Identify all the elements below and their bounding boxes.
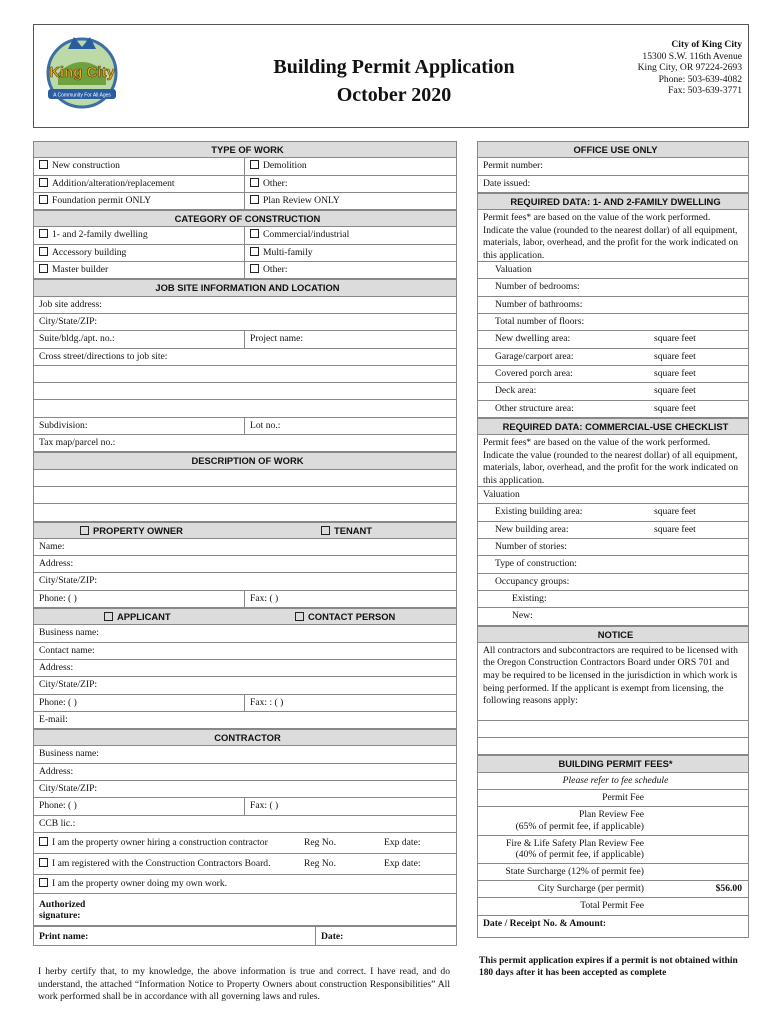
category-heading: CATEGORY OF CONSTRUCTION	[33, 210, 457, 227]
checkbox-foundation[interactable]	[39, 195, 48, 204]
type-of-work-heading: TYPE OF WORK	[33, 141, 457, 158]
category-row-1	[33, 227, 457, 244]
page-title	[234, 53, 554, 109]
notice-text: All contractors and subcontractors are required to be licensed with the Oregon Construction Contractors Board under ORS 701 and may be required to be licensed in the jurisdiction in which work is being performed. If the applicant is exempt from licensing, the following reasons apply:	[477, 643, 749, 721]
notice-line-1[interactable]	[477, 721, 749, 738]
city-name: City of King City	[671, 39, 742, 50]
floors-field[interactable]: Total number of floors:	[477, 314, 749, 331]
label-foundation: Foundation permit ONLY	[52, 194, 152, 206]
owner-phone-field[interactable]: Phone: ( )	[34, 591, 245, 607]
checkbox-commercial[interactable]	[250, 229, 259, 238]
existing-area-unit: square feet	[654, 506, 696, 518]
subdivision-field[interactable]: Subdivision:	[34, 418, 245, 434]
dwelling-instructions: Permit fees* are based on the value of the work performed. Indicate the value (rounded to the nearest dollar) of all equipment, materials, labor, overhead, and the profit for the work indicated on this application.	[477, 210, 749, 262]
permit-number-field[interactable]: Permit number:	[477, 158, 749, 175]
checkbox-accessory[interactable]	[39, 247, 48, 256]
porch-row[interactable]	[477, 366, 749, 383]
cross-street-line-2[interactable]	[33, 366, 457, 383]
checkbox-own-work[interactable]	[39, 878, 48, 887]
porch-label: Covered porch area:	[495, 367, 573, 379]
label-own-work: I am the property owner doing my own work.	[52, 877, 228, 889]
checkbox-demolition[interactable]	[250, 160, 259, 169]
cross-street-field[interactable]: Cross street/directions to job site:	[33, 349, 457, 366]
applicant-city-field[interactable]: City/State/ZIP:	[33, 677, 457, 694]
contractor-phone-field[interactable]: Phone: ( )	[34, 798, 245, 814]
header	[33, 24, 749, 128]
occupancy-new-field[interactable]: New:	[477, 608, 749, 625]
job-site-city-field[interactable]: City/State/ZIP:	[33, 314, 457, 331]
expiration-notice: This permit application expires if a permit is not obtained within 180 days after it has been accepted as complete	[479, 956, 738, 978]
checkbox-new-construction[interactable]	[39, 160, 48, 169]
other-structure-label: Other structure area:	[495, 402, 574, 414]
state-surcharge-row[interactable]: State Surcharge (12% of permit fee)	[477, 864, 749, 881]
print-name-field[interactable]: Print name:	[34, 927, 316, 945]
checkbox-plan-review[interactable]	[250, 195, 259, 204]
deck-label: Deck area:	[495, 385, 537, 397]
plan-review-fee-label: Plan Review Fee	[578, 809, 644, 821]
job-site-address-field[interactable]: Job site address:	[33, 297, 457, 314]
label-addition: Addition/alteration/replacement	[52, 177, 175, 189]
dwelling-heading: REQUIRED DATA: 1- AND 2-FAMILY DWELLING	[477, 193, 749, 210]
job-site-suite-row	[33, 331, 457, 348]
fees-heading: BUILDING PERMIT FEES*	[477, 755, 749, 772]
ccb-lic-field[interactable]: CCB lic.:	[33, 816, 457, 833]
city-phone: Phone: 503-639-4082	[658, 73, 742, 85]
description-line-2[interactable]	[33, 487, 457, 504]
checkbox-property-owner[interactable]	[80, 526, 89, 535]
stories-field[interactable]: Number of stories:	[477, 539, 749, 556]
type-row-1	[33, 158, 457, 175]
construction-type-field[interactable]: Type of construction:	[477, 556, 749, 573]
checkbox-one-two-family[interactable]	[39, 229, 48, 238]
category-row-2	[33, 245, 457, 262]
applicant-contact-field[interactable]: Contact name:	[33, 643, 457, 660]
garage-unit: square feet	[654, 350, 696, 362]
certification-text: I herby certify that, to my knowledge, the above information is true and correct. I have read, and do understand, the attached “Information Notice to Property Owners about construction Responsibilities” All work performed shall be in accordance with all governing laws and rules.	[38, 966, 450, 1003]
cross-street-line-3[interactable]	[33, 383, 457, 400]
left-column	[33, 141, 457, 946]
type-row-2	[33, 176, 457, 193]
deck-unit: square feet	[654, 385, 696, 397]
commercial-valuation-field[interactable]: Valuation	[477, 487, 749, 504]
new-area-unit: square feet	[654, 523, 696, 535]
title-line-2: October 2020	[336, 84, 452, 106]
registered-row	[33, 854, 457, 875]
occupancy-existing-field[interactable]: Existing:	[477, 591, 749, 608]
checkbox-tenant[interactable]	[321, 526, 330, 535]
city-address-2: King City, OR 97224-2693	[637, 62, 742, 74]
cross-street-line-4[interactable]	[33, 400, 457, 417]
label-other-work: Other:	[263, 177, 288, 189]
fire-fee-note: (40% of permit fee, if applicable)	[515, 849, 644, 861]
applicant-address-field[interactable]: Address:	[33, 660, 457, 677]
office-use-heading: OFFICE USE ONLY	[477, 141, 749, 158]
bathrooms-field[interactable]: Number of bathrooms:	[477, 297, 749, 314]
description-heading: DESCRIPTION OF WORK	[33, 452, 457, 469]
tax-map-field[interactable]: Tax map/parcel no.:	[33, 435, 457, 452]
owner-city-field[interactable]: City/State/ZIP:	[33, 573, 457, 590]
label-hiring-contractor: I am the property owner hiring a construction contractor	[52, 836, 268, 848]
plan-review-fee-row[interactable]	[477, 807, 749, 835]
applicant-fax-field[interactable]: Fax: : ( )	[250, 696, 284, 708]
city-surcharge-row[interactable]	[477, 881, 749, 898]
checkbox-hiring-contractor[interactable]	[39, 837, 48, 846]
label-contact-person: CONTACT PERSON	[308, 611, 396, 623]
city-surcharge-label: City Surcharge (per permit)	[537, 882, 644, 894]
label-accessory: Accessory building	[52, 246, 127, 258]
new-area-label: New building area:	[495, 523, 569, 535]
existing-area-row[interactable]	[477, 504, 749, 521]
notice-line-2[interactable]	[477, 738, 749, 755]
contractor-address-field[interactable]: Address:	[33, 764, 457, 781]
registered-reg-no[interactable]: Reg No.	[304, 857, 336, 869]
checkbox-registered[interactable]	[39, 858, 48, 867]
hiring-reg-no[interactable]: Reg No.	[304, 836, 336, 848]
suite-field[interactable]: Suite/bldg./apt. no.:	[34, 331, 245, 347]
logo-tagline: A Community For All Ages	[53, 92, 111, 99]
city-address-1: 15300 S.W. 116th Avenue	[642, 50, 742, 62]
new-area-row[interactable]	[477, 522, 749, 539]
new-dwelling-label: New dwelling area:	[495, 333, 571, 345]
new-dwelling-row[interactable]	[477, 331, 749, 348]
other-structure-row[interactable]	[477, 401, 749, 418]
porch-unit: square feet	[654, 367, 696, 379]
lot-no-field[interactable]: Lot no.:	[250, 419, 281, 431]
date-field[interactable]: Date:	[321, 930, 344, 942]
label-new-construction: New construction	[52, 160, 120, 172]
applicant-business-field[interactable]: Business name:	[33, 625, 457, 642]
label-tenant: TENANT	[334, 524, 373, 536]
owner-address-field[interactable]: Address:	[33, 556, 457, 573]
plan-review-fee-note: (65% of permit fee, if applicable)	[515, 820, 644, 832]
logo-text: King City	[49, 64, 115, 81]
category-row-3	[33, 262, 457, 279]
commercial-instructions: Permit fees* are based on the value of the work performed. Indicate the value (rounded to the nearest dollar) of all equipment, materials, labor, overhead, and the profit for the work indicated on this application.	[477, 435, 749, 487]
label-registered: I am registered with the Construction Contractors Board.	[52, 857, 271, 869]
receipt-field[interactable]: Date / Receipt No. & Amount:	[477, 916, 749, 938]
authorized-signature-label: Authorized signature:	[39, 898, 86, 921]
fire-fee-label: Fire & Life Safety Plan Review Fee	[505, 837, 644, 849]
owner-heading-row	[33, 522, 457, 539]
king-city-logo	[42, 33, 122, 111]
new-dwelling-unit: square feet	[654, 333, 696, 345]
checkbox-master-builder[interactable]	[39, 264, 48, 273]
occupancy-field[interactable]: Occupancy groups:	[477, 574, 749, 591]
other-structure-unit: square feet	[654, 402, 696, 414]
authorized-signature-field[interactable]	[33, 894, 457, 926]
label-commercial: Commercial/industrial	[263, 229, 350, 241]
subdivision-row	[33, 418, 457, 435]
owner-fax-field[interactable]: Fax: ( )	[250, 592, 279, 604]
date-issued-field[interactable]: Date issued:	[477, 176, 749, 193]
garage-label: Garage/carport area:	[495, 350, 574, 362]
city-contact	[638, 39, 742, 97]
label-property-owner: PROPERTY OWNER	[93, 524, 183, 536]
label-demolition: Demolition	[263, 160, 307, 172]
contractor-heading: CONTRACTOR	[33, 729, 457, 746]
label-one-two-family: 1- and 2-family dwelling	[52, 229, 148, 241]
project-name-field[interactable]: Project name:	[250, 333, 304, 345]
own-work-row	[33, 875, 457, 894]
label-other-category: Other:	[263, 264, 288, 276]
label-master-builder: Master builder	[52, 264, 109, 276]
applicant-phone-field[interactable]: Phone: ( )	[34, 695, 245, 711]
deck-row[interactable]	[477, 383, 749, 400]
dwelling-valuation-field[interactable]: Valuation	[477, 262, 749, 279]
checkbox-other-category[interactable]	[250, 264, 259, 273]
city-surcharge-amount: $56.00	[715, 882, 742, 894]
contractor-phone-row	[33, 798, 457, 815]
print-name-row	[33, 926, 457, 946]
fees-refer: Please refer to fee schedule	[477, 773, 749, 790]
permit-fee-row[interactable]: Permit Fee	[477, 790, 749, 807]
owner-name-field[interactable]: Name:	[33, 539, 457, 556]
owner-phone-row	[33, 591, 457, 608]
registered-exp-date[interactable]: Exp date:	[384, 857, 421, 869]
checkbox-addition[interactable]	[39, 178, 48, 187]
city-fax: Fax: 503-639-3771	[668, 85, 742, 97]
garage-row[interactable]	[477, 349, 749, 366]
applicant-email-field[interactable]: E-mail:	[33, 712, 457, 729]
hiring-row	[33, 833, 457, 854]
label-multi-family: Multi-family	[263, 246, 313, 258]
description-line-3[interactable]	[33, 504, 457, 521]
fire-fee-row[interactable]	[477, 836, 749, 864]
checkbox-applicant[interactable]	[104, 612, 113, 621]
commercial-heading: REQUIRED DATA: COMMERCIAL-USE CHECKLIST	[477, 418, 749, 435]
type-row-3	[33, 193, 457, 210]
contractor-business-field[interactable]: Business name:	[33, 746, 457, 763]
title-line-1: Building Permit Application	[273, 56, 515, 78]
right-column	[477, 141, 749, 938]
checkbox-other-work[interactable]	[250, 178, 259, 187]
description-line-1[interactable]	[33, 470, 457, 487]
job-site-heading: JOB SITE INFORMATION AND LOCATION	[33, 279, 457, 296]
applicant-heading-row	[33, 608, 457, 625]
notice-heading: NOTICE	[477, 626, 749, 643]
bedrooms-field[interactable]: Number of bedrooms:	[477, 279, 749, 296]
applicant-phone-row	[33, 695, 457, 712]
existing-area-label: Existing building area:	[495, 506, 583, 518]
label-plan-review: Plan Review ONLY	[263, 194, 340, 206]
checkbox-multi-family[interactable]	[250, 247, 259, 256]
label-applicant: APPLICANT	[117, 611, 171, 623]
contractor-city-field[interactable]: City/State/ZIP:	[33, 781, 457, 798]
contractor-fax-field[interactable]: Fax: ( )	[250, 800, 279, 812]
hiring-exp-date[interactable]: Exp date:	[384, 836, 421, 848]
total-fee-row[interactable]: Total Permit Fee	[477, 898, 749, 915]
checkbox-contact-person[interactable]	[295, 612, 304, 621]
